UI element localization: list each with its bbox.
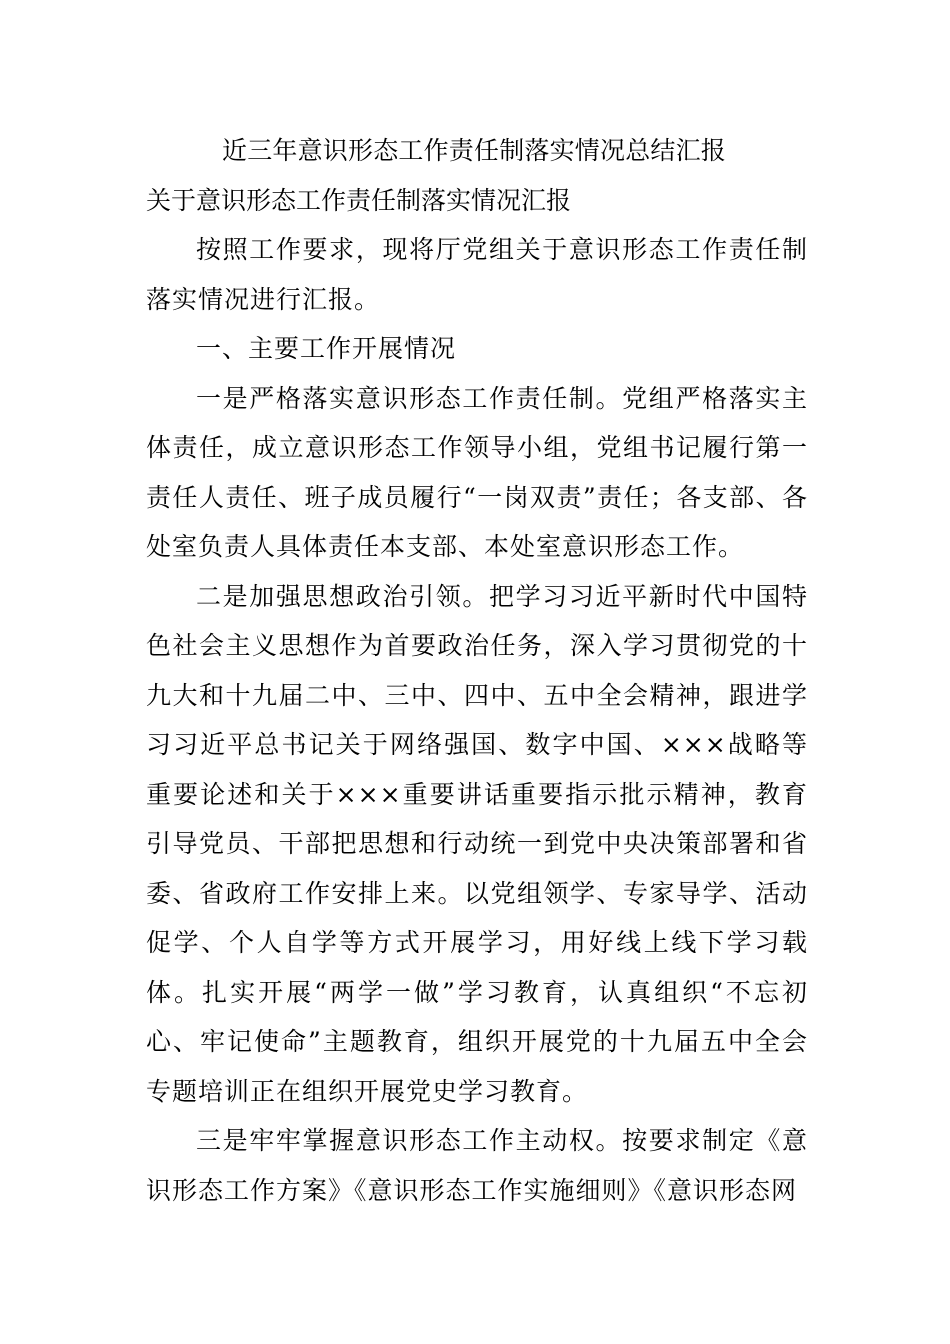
section-heading-main-work: 一、主要工作开展情况 bbox=[196, 334, 457, 363]
document-title: 近三年意识形态工作责任制落实情况总结汇报 bbox=[222, 136, 727, 165]
paragraph-point-three: 三是牢牢掌握意识形态工作主动权。按要求制定《意识形态工作方案》《意识形态工作实施细则》《意识形态网 bbox=[146, 1126, 808, 1205]
paragraph-intro: 按照工作要求，现将厅党组关于意识形态工作责任制落实情况进行汇报。 bbox=[146, 235, 808, 314]
paragraph-point-one: 一是严格落实意识形态工作责任制。党组严格落实主体责任，成立意识形态工作领导小组，党组书记履行第一责任人责任、班子成员履行“一岗双责”责任；各支部、各处室负责人具体责任本支部、本处室意识形态工作。 bbox=[146, 383, 808, 561]
document-subtitle: 关于意识形态工作责任制落实情况汇报 bbox=[146, 186, 572, 215]
document-body bbox=[146, 128, 808, 1215]
paragraph-point-two: 二是加强思想政治引领。把学习习近平新时代中国特色社会主义思想作为首要政治任务，深入学习贯彻党的十九大和十九届二中、三中、四中、五中全会精神，跟进学习习近平总书记关于网络强国、数字中国、×××战略等重要论述和关于×××重要讲话重要指示批示精神，教育引导党员、干部把思想和行动统一到党中央决策部署和省委、省政府工作安排上来。以党组领学、专家导学、活动促学、个人自学等方式开展学习，用好线上线下学习载体。扎实开展“两学一做”学习教育，认真组织“不忘初心、牢记使命”主题教育，组织开展党的十九届五中全会专题培训正在组织开展党史学习教育。 bbox=[146, 581, 809, 1106]
